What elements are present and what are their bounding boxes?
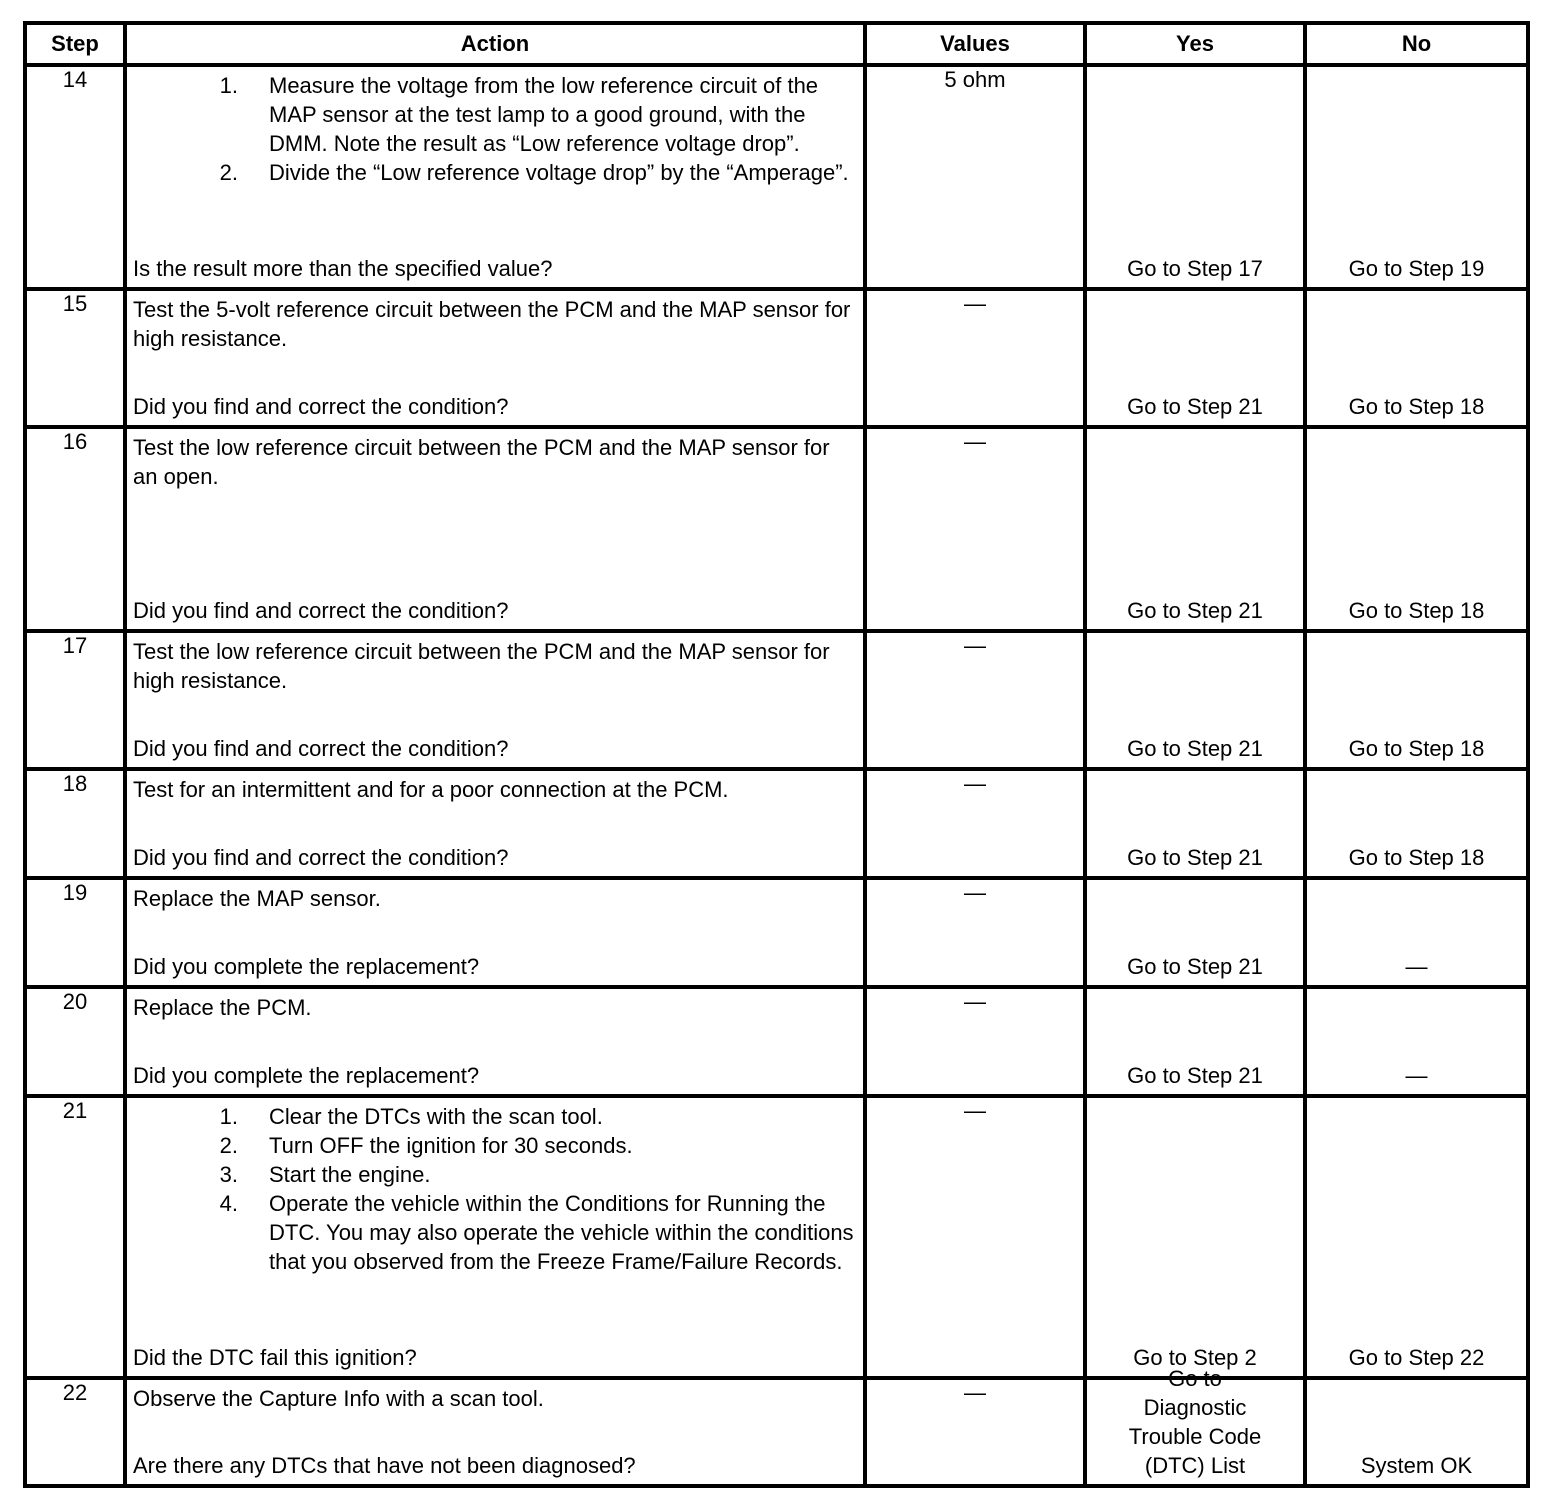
yes-cell: [1085, 427, 1305, 631]
header-values: Values: [865, 23, 1085, 65]
no-cell: [1305, 65, 1528, 289]
action-text: Observe the Capture Info with a scan tool.: [133, 1386, 544, 1411]
no-cell: [1305, 878, 1528, 987]
action-question: Did you find and correct the condition?: [133, 394, 509, 419]
step-number: 21: [25, 1096, 125, 1378]
action-question: Did you find and correct the condition?: [133, 598, 509, 623]
action-question: Are there any DTCs that have not been diagnosed?: [133, 1453, 636, 1478]
action-cell: [125, 65, 865, 289]
action-text: Test the 5-volt reference circuit between the PCM and the MAP sensor for high resistance.: [133, 297, 851, 351]
table-row: [25, 987, 1528, 1096]
values-cell: —: [865, 1378, 1085, 1486]
step-number: 20: [25, 987, 125, 1096]
yes-cell: [1085, 289, 1305, 427]
yes-link: Go to Step 21: [1127, 736, 1263, 761]
table-row: [25, 1378, 1528, 1486]
no-cell: [1305, 289, 1528, 427]
list-item: 2. Divide the “Low reference voltage drop” by the “Amperage”.: [219, 160, 849, 185]
action-text: Replace the MAP sensor.: [133, 886, 381, 911]
action-question: Did you find and correct the condition?: [133, 845, 509, 870]
action-cell: [125, 1096, 865, 1378]
header-row: [25, 23, 1528, 65]
table-row: [25, 878, 1528, 987]
header-yes: Yes: [1085, 23, 1305, 65]
no-cell: [1305, 1096, 1528, 1378]
table-row: [25, 631, 1528, 769]
yes-cell: [1085, 65, 1305, 289]
action-cell: [125, 427, 865, 631]
no-link: Go to Step 18: [1348, 845, 1485, 870]
values-cell: —: [865, 769, 1085, 878]
yes-link: Go to Step 21: [1127, 1063, 1263, 1088]
action-cell: [125, 769, 865, 878]
yes-link: Go to Step 21: [1127, 598, 1263, 623]
no-cell: [1305, 427, 1528, 631]
list-item: 4. Operate the vehicle within the Conditions for Running the DTC. You may also operate the vehicle within the conditions that you observed from the Freeze Frame/Failure Records.: [219, 1191, 854, 1274]
action-steps-list: [133, 71, 857, 187]
table-row: [25, 427, 1528, 631]
yes-cell: [1085, 1366, 1305, 1486]
action-question: Did the DTC fail this ignition?: [133, 1345, 417, 1370]
no-link: Go to Step 18: [1348, 598, 1485, 623]
no-link: Go to Step 18: [1348, 736, 1485, 761]
action-question: Did you complete the replacement?: [133, 1063, 480, 1088]
values-cell: —: [865, 1096, 1085, 1378]
no-link: Go to Step 19: [1348, 256, 1485, 281]
header-step: Step: [25, 23, 125, 65]
list-item: 3. Start the engine.: [219, 1162, 431, 1187]
list-item: 1. Clear the DTCs with the scan tool.: [219, 1104, 603, 1129]
table-row: [25, 769, 1528, 878]
no-link: —: [1405, 1063, 1428, 1088]
action-question: Did you complete the replacement?: [133, 954, 480, 979]
action-text: Replace the PCM.: [133, 995, 312, 1020]
no-link: Go to Step 22: [1348, 1345, 1485, 1370]
header-no: No: [1305, 23, 1528, 65]
no-link: Go to Step 18: [1348, 394, 1485, 419]
table-row: [25, 65, 1528, 289]
no-cell: [1305, 769, 1528, 878]
step-number: 16: [25, 427, 125, 631]
step-number: 19: [25, 878, 125, 987]
values-cell: 5 ohm: [865, 65, 1085, 289]
step-number: 17: [25, 631, 125, 769]
yes-cell: [1085, 987, 1305, 1096]
action-question: Did you find and correct the condition?: [133, 736, 509, 761]
table-row: [25, 289, 1528, 427]
step-number: 14: [25, 65, 125, 289]
step-number: 18: [25, 769, 125, 878]
values-cell: —: [865, 987, 1085, 1096]
diagnostic-table: [23, 21, 1530, 1488]
step-number: 15: [25, 289, 125, 427]
table-row: [25, 1096, 1528, 1378]
action-text: Test the low reference circuit between the PCM and the MAP sensor for high resistance.: [133, 639, 830, 693]
list-item: 2. Turn OFF the ignition for 30 seconds.: [219, 1133, 633, 1158]
action-cell: [125, 289, 865, 427]
action-text: Test for an intermittent and for a poor connection at the PCM.: [133, 777, 729, 802]
action-cell: [125, 987, 865, 1096]
yes-link: Go to Step 21: [1127, 845, 1263, 870]
yes-cell: [1085, 1096, 1305, 1378]
no-cell: [1305, 1378, 1528, 1486]
values-cell: —: [865, 631, 1085, 769]
values-cell: —: [865, 289, 1085, 427]
yes-cell: [1085, 631, 1305, 769]
step-number: 22: [25, 1378, 125, 1486]
yes-link: Go to Step 2: [1133, 1345, 1257, 1370]
action-cell: [125, 878, 865, 987]
action-steps-list: [133, 1102, 857, 1276]
yes-link: Go to Step 21: [1127, 394, 1263, 419]
action-cell: [125, 1378, 865, 1486]
values-cell: —: [865, 878, 1085, 987]
no-cell: [1305, 987, 1528, 1096]
no-cell: [1305, 631, 1528, 769]
yes-cell: [1085, 769, 1305, 878]
action-text: Test the low reference circuit between the PCM and the MAP sensor for an open.: [133, 435, 830, 489]
header-action: Action: [125, 23, 865, 65]
list-item: 1. Measure the voltage from the low reference circuit of the MAP sensor at the test lamp to a good ground, with the DMM. Note the result as “Low reference voltage drop”.: [219, 73, 819, 156]
action-cell: [125, 631, 865, 769]
yes-cell: [1085, 878, 1305, 987]
yes-link: Go to Diagnostic Trouble Code (DTC) List: [1128, 1366, 1262, 1478]
no-link: System OK: [1360, 1453, 1473, 1478]
values-cell: —: [865, 427, 1085, 631]
yes-link: Go to Step 21: [1127, 954, 1263, 979]
no-link: —: [1405, 954, 1428, 979]
action-question: Is the result more than the specified value?: [133, 256, 553, 281]
yes-link: Go to Step 17: [1127, 256, 1263, 281]
